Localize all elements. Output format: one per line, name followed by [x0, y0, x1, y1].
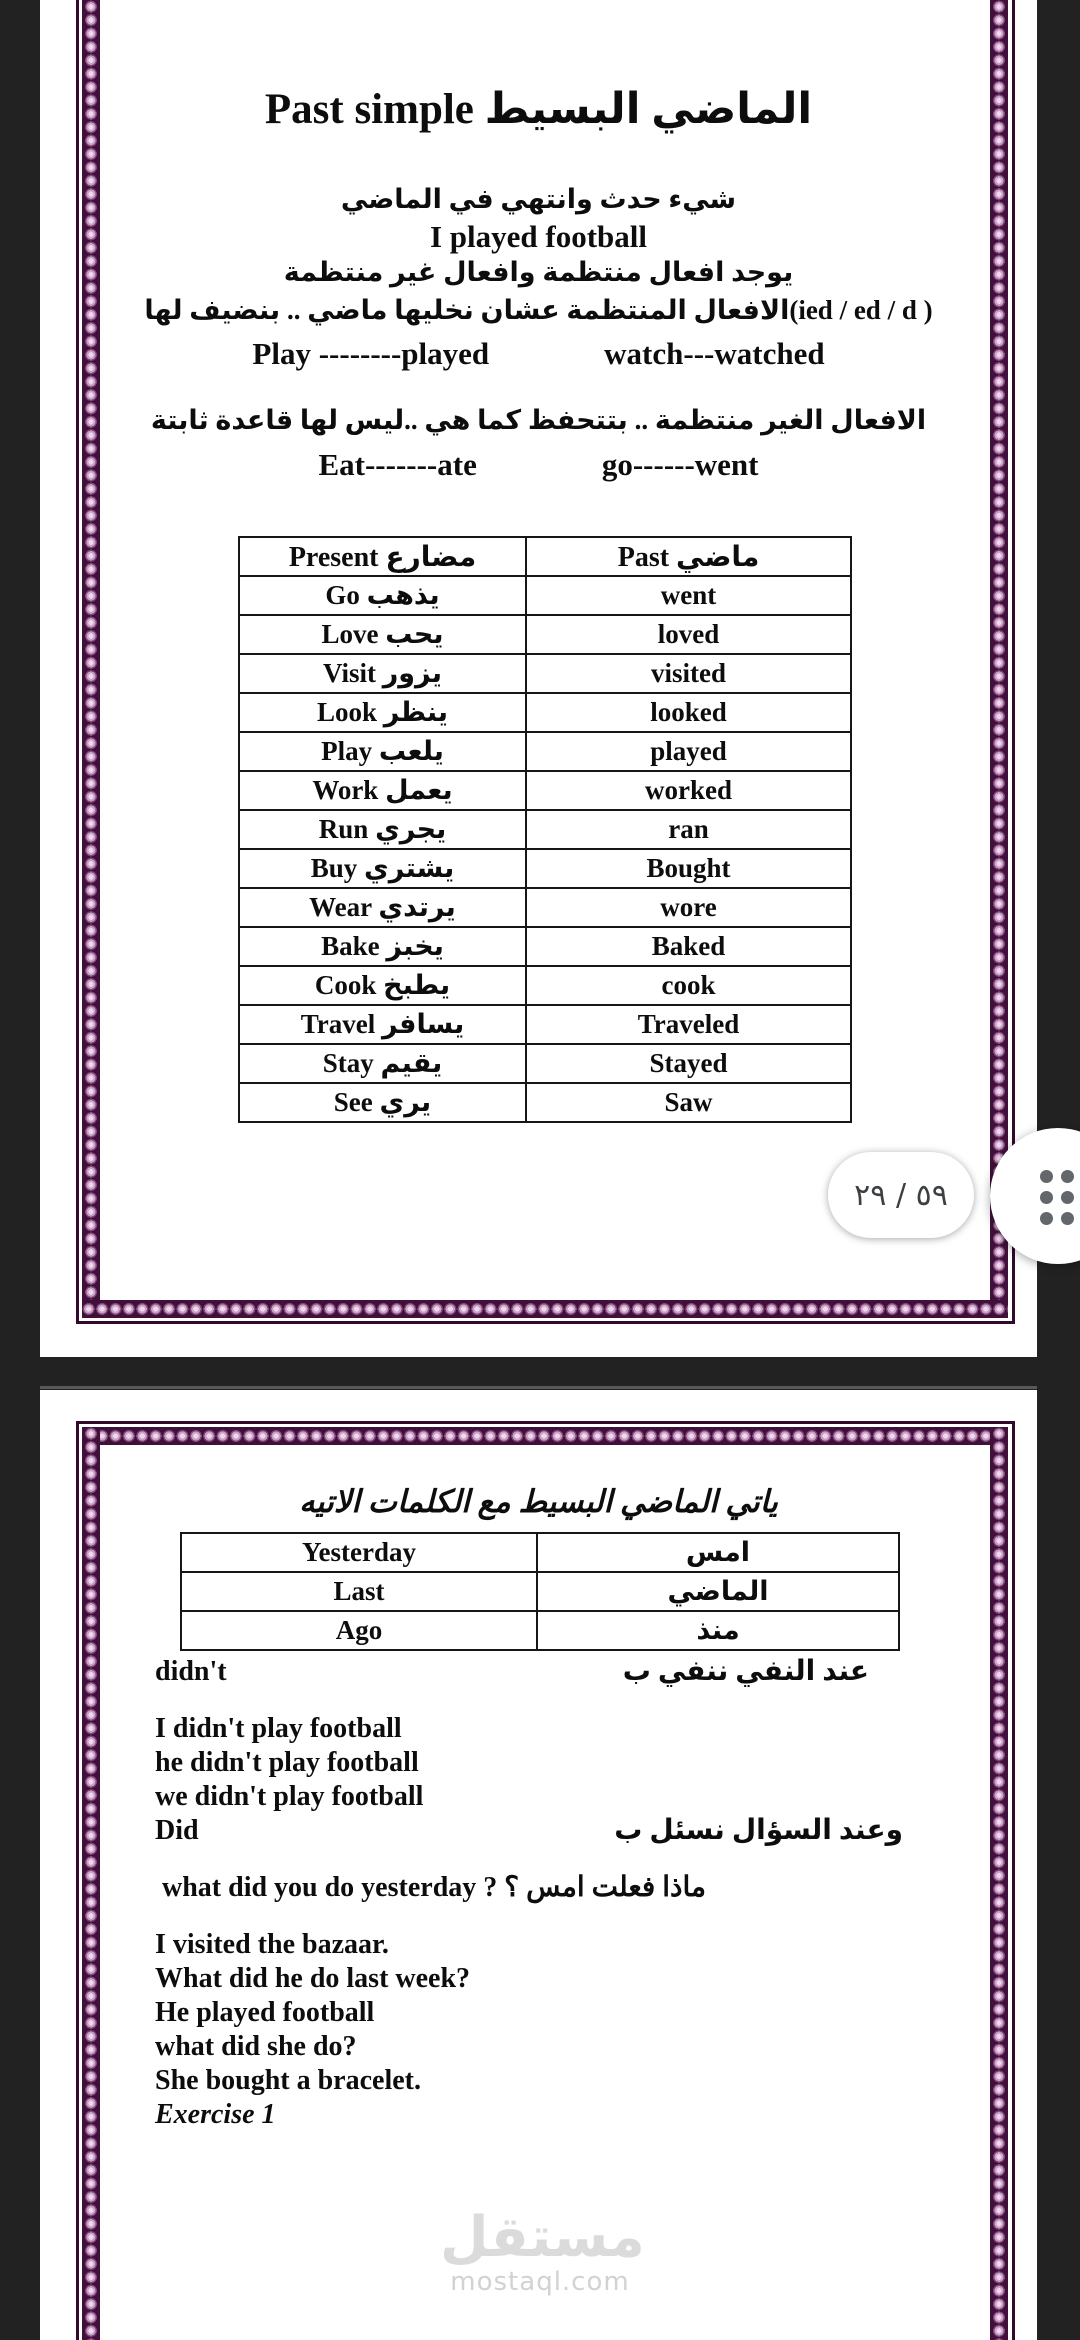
intro-line-3: يوجد افعال منتظمة وافعال غير منتظمة — [283, 257, 794, 287]
table-cell: امس — [537, 1533, 899, 1572]
border-line-top — [76, 1421, 1015, 1424]
ornament-border-bottom — [82, 1300, 1008, 1318]
table-cell: visited — [526, 654, 851, 693]
table-cell: Love يحب — [239, 615, 526, 654]
lesson-title: Past simple الماضي البسيط — [264, 86, 813, 133]
table-row — [181, 1572, 899, 1611]
mostaql-logo: مستقل — [440, 2205, 645, 2270]
regular-example-1: Play --------played — [252, 336, 490, 371]
table-cell: played — [526, 732, 851, 771]
page-indicator-text: ٥٩ / ٢٩ — [854, 1177, 948, 1213]
table-row — [239, 654, 851, 693]
border-line-right — [1012, 1421, 1015, 2340]
table-cell: Traveled — [526, 1005, 851, 1044]
table-cell: Saw — [526, 1083, 851, 1122]
table-row — [239, 1083, 851, 1122]
table-cell: loved — [526, 615, 851, 654]
table-cell: Wear يرتدي — [239, 888, 526, 927]
example-sentence: he didn't play football — [155, 1747, 419, 1778]
table-row — [239, 732, 851, 771]
table-cell: Ago — [181, 1611, 537, 1650]
table-row — [239, 576, 851, 615]
table-cell: Stayed — [526, 1044, 851, 1083]
table-cell: wore — [526, 888, 851, 927]
table-row — [239, 966, 851, 1005]
negation-rule-arabic: عند النفي ننفي ب — [622, 1656, 869, 1687]
table-cell: Work يعمل — [239, 771, 526, 810]
table-row — [239, 1044, 851, 1083]
negation-word: didn't — [155, 1656, 227, 1687]
table-cell: looked — [526, 693, 851, 732]
ornament-border-top — [82, 1427, 1008, 1445]
mostaql-domain: mostaql.com — [450, 2267, 630, 2297]
border-line-bottom — [76, 1321, 1015, 1324]
intro-line-2: I played football — [429, 219, 648, 254]
table-cell: Go يذهب — [239, 576, 526, 615]
page-indicator-pill[interactable] — [828, 1152, 974, 1238]
document-page-2 — [40, 1390, 1037, 2340]
intro-line-1: شيء حدث وانتهي في الماضي — [340, 184, 737, 214]
table-cell: Bought — [526, 849, 851, 888]
verbs-table — [238, 536, 852, 1123]
question-rule-row — [155, 1814, 907, 1848]
irregular-verbs-rule: الافعال الغير منتظمة .. بتتحفظ كما هي ..ليس لها قاعدة ثابتة — [150, 405, 927, 435]
example-sentence: we didn't play football — [155, 1781, 424, 1812]
table-cell: Last — [181, 1572, 537, 1611]
table-cell: Visit يزور — [239, 654, 526, 693]
table-cell: Bake يخبز — [239, 927, 526, 966]
ornament-border-left — [82, 1427, 100, 2340]
irregular-examples-row — [40, 447, 1037, 483]
table-row — [239, 810, 851, 849]
table-row — [239, 1005, 851, 1044]
table-row — [181, 1611, 899, 1650]
ornament-border-right — [990, 1427, 1008, 2340]
exercise-label: Exercise 1 — [155, 2099, 276, 2130]
irregular-example-2: go------went — [601, 447, 759, 482]
present-column-header: Present مضارع — [239, 537, 526, 576]
table-row — [239, 693, 851, 732]
example-sentence: I visited the bazaar. — [155, 1929, 389, 1960]
table-cell: Buy يشتري — [239, 849, 526, 888]
table-cell: cook — [526, 966, 851, 1005]
table-cell: Stay يقيم — [239, 1044, 526, 1083]
table-cell: Cook يطبخ — [239, 966, 526, 1005]
irregular-example-1: Eat-------ate — [318, 447, 477, 482]
table-cell: Travel يسافر — [239, 1005, 526, 1044]
table-row — [239, 927, 851, 966]
past-column-header: Past ماضي — [526, 537, 851, 576]
table-cell: Play يلعب — [239, 732, 526, 771]
table-cell: went — [526, 576, 851, 615]
table-cell: See يري — [239, 1083, 526, 1122]
table-cell: منذ — [537, 1611, 899, 1650]
table-header-row — [239, 537, 851, 576]
table-row — [181, 1533, 899, 1572]
table-row — [239, 849, 851, 888]
regular-example-2: watch---watched — [604, 336, 825, 371]
question-word: Did — [155, 1815, 199, 1846]
table-cell: ran — [526, 810, 851, 849]
table-cell: Yesterday — [181, 1533, 537, 1572]
table-cell: الماضي — [537, 1572, 899, 1611]
example-sentence: what did she do? — [155, 2031, 357, 2062]
lesson-body — [155, 1655, 907, 2155]
question-example: what did you do yesterday ? ماذا فعلت امس ؟ — [162, 1872, 707, 1903]
section-heading: ياتي الماضي البسيط مع الكلمات الاتيه — [299, 1484, 778, 1519]
border-line-left — [76, 1421, 79, 2340]
example-sentence: I didn't play football — [155, 1713, 402, 1744]
table-row — [239, 615, 851, 654]
table-cell: Baked — [526, 927, 851, 966]
regular-examples-row — [40, 336, 1037, 372]
time-words-table — [180, 1532, 900, 1651]
table-row — [239, 771, 851, 810]
example-sentence: She bought a bracelet. — [155, 2065, 421, 2096]
table-cell: Run يجري — [239, 810, 526, 849]
negation-rule-row — [155, 1655, 907, 1689]
example-sentence: He played football — [155, 1997, 375, 2028]
question-rule-arabic: وعند السؤال نسئل ب — [614, 1815, 903, 1846]
example-sentence: What did he do last week? — [155, 1963, 471, 1994]
table-cell: worked — [526, 771, 851, 810]
table-row — [239, 888, 851, 927]
six-dot-grid-icon — [1040, 1170, 1074, 1225]
regular-verbs-rule: ( ied / ed / d)الافعال المنتظمة عشان نخليها ماضي .. بنضيف لها — [144, 295, 933, 325]
table-cell: Look ينظر — [239, 693, 526, 732]
